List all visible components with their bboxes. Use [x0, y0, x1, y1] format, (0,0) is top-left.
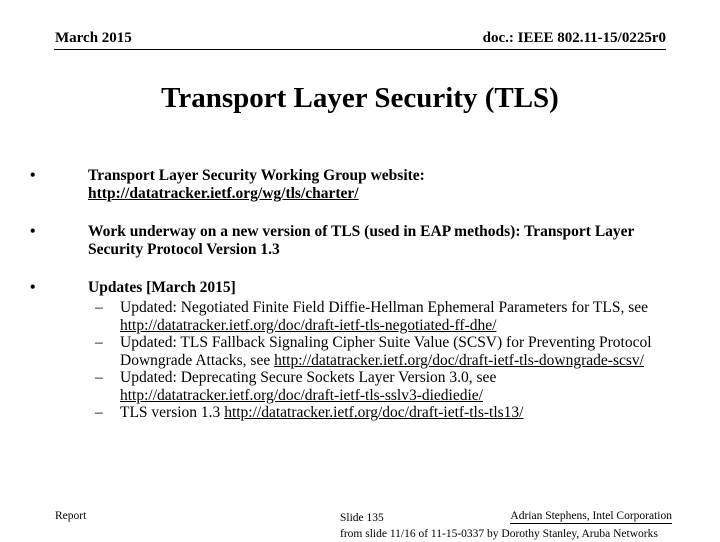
subitem-text: Updated: Deprecating Secure Sockets Layer Version 3.0, see	[120, 369, 497, 386]
footer-author: Adrian Stephens, Intel Corporation	[510, 510, 672, 522]
subitem-tls13	[60, 404, 690, 422]
wg-charter-link[interactable]: http://datatracker.ietf.org/wg/tls/charter/	[88, 185, 359, 202]
subitem-marker: –	[95, 299, 103, 316]
footer-source: from slide 11/16 of 11-15-0337 by Dorothy Stanley, Aruba Networks	[340, 528, 658, 540]
subitem-sslv3	[60, 369, 690, 404]
subitem-marker: –	[95, 334, 103, 351]
subitem-text: Updated: TLS Fallback Signaling Cipher Suite Value (SCSV) for Preventing Protocol Downgrade Attacks, see	[120, 334, 652, 369]
subitem-ffdhe	[60, 299, 690, 334]
bullet-marker: •	[30, 279, 36, 296]
footer-report: Report	[55, 510, 87, 522]
bullet-text: Work underway on a new version of TLS (used in EAP methods): Transport Layer Security Protocol Version 1.3	[88, 223, 635, 258]
tls13-draft-link[interactable]: http://datatracker.ietf.org/doc/draft-ietf-tls-tls13/	[224, 404, 524, 421]
footer-slide-number: Slide 135	[340, 512, 384, 524]
bullet-wg-website	[30, 167, 690, 203]
header-date: March 2015	[55, 30, 132, 46]
header-rule	[54, 49, 666, 50]
footer-rule	[510, 523, 672, 524]
slide-title: Transport Layer Security (TLS)	[161, 82, 559, 114]
bullet-tls13-work	[30, 223, 690, 259]
slide-body	[30, 167, 690, 422]
ffdhe-draft-link[interactable]: http://datatracker.ietf.org/doc/draft-ietf-tls-negotiated-ff-dhe/	[120, 316, 497, 334]
bullet-text: Updates [March 2015]	[88, 279, 236, 296]
subitem-text: TLS version 1.3	[120, 404, 225, 421]
subitem-marker: –	[95, 369, 103, 386]
scsv-draft-link[interactable]: http://datatracker.ietf.org/doc/draft-ietf-tls-downgrade-scsv/	[274, 351, 644, 369]
bullet-text: Transport Layer Security Working Group website:	[88, 167, 425, 184]
subitem-marker: –	[95, 404, 103, 421]
bullet-marker: •	[30, 223, 36, 240]
subitem-text: Updated: Negotiated Finite Field Diffie-Hellman Ephemeral Parameters for TLS, see	[120, 299, 648, 316]
header-doc-number: doc.: IEEE 802.11-15/0225r0	[482, 30, 666, 46]
sslv3-draft-link[interactable]: http://datatracker.ietf.org/doc/draft-ietf-tls-sslv3-diediedie/	[120, 386, 483, 404]
bullet-marker: •	[30, 167, 36, 184]
bullet-updates	[30, 279, 690, 297]
subitem-scsv	[60, 334, 690, 369]
